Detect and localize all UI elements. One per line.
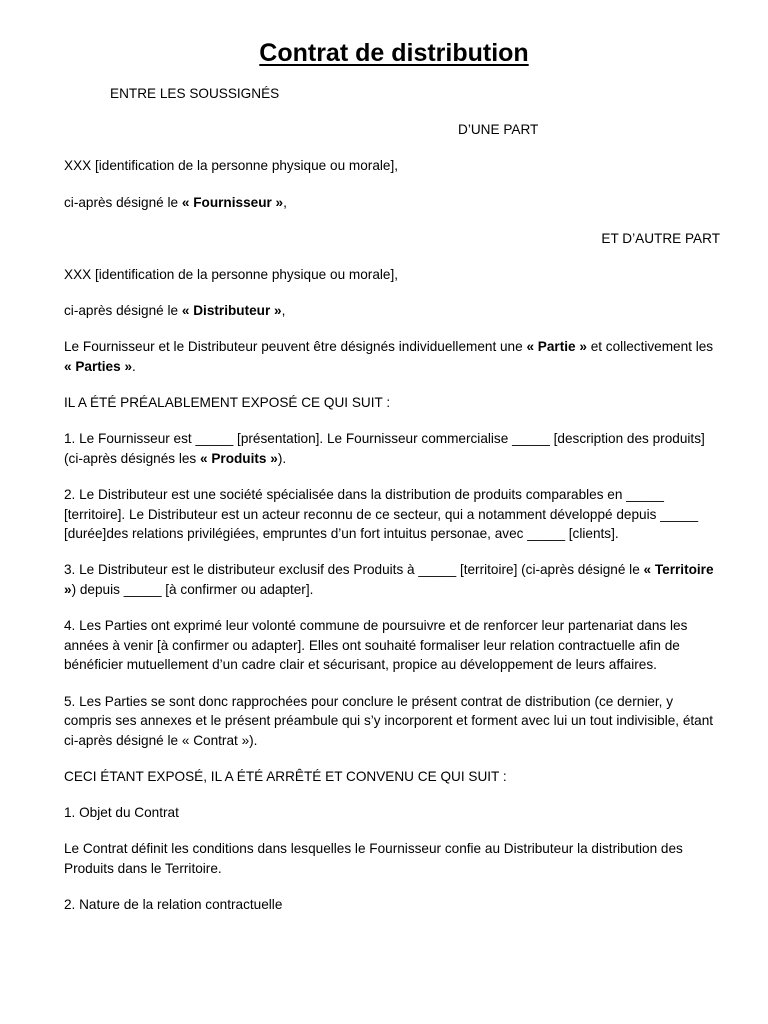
party1-designation-post: , — [283, 194, 287, 210]
parties-definition — [64, 337, 724, 376]
preamble-paragraph-1 — [64, 429, 724, 468]
parties-definition-t3: . — [132, 358, 136, 374]
parties-definition-b1: « Partie » — [526, 339, 587, 355]
party1-designation — [64, 193, 724, 213]
document-title: Contrat de distribution — [259, 39, 529, 67]
document-page — [64, 36, 724, 931]
preamble-p1-b1: « Produits » — [200, 450, 278, 466]
parties-definition-t1: Le Fournisseur et le Distributeur peuvent être désignés individuellement une — [64, 339, 527, 355]
party2-designation — [64, 301, 724, 321]
agreed-heading: CECI ÉTANT EXPOSÉ, IL A ÉTÉ ARRÊTÉ ET CONVENU CE QUI SUIT : — [64, 768, 507, 784]
party1-designation-pre: ci-après désigné le — [64, 194, 182, 210]
preamble-paragraph-2: 2. Le Distributeur est une société spécialisée dans la distribution de produits comparables en _____ [territoire]. Le Distributeur est un acteur reconnu de ce secteur, qui a notamment développé depuis _____ [durée]des relations privilégiées, empruntes d’un fort intuitus personae, avec _____ [clients]. — [64, 487, 699, 542]
article-1-heading: 1. Objet du Contrat — [64, 805, 179, 821]
preamble-p3-b1: « Territoire » — [64, 562, 714, 598]
second-part-label: ET D’AUTRE PART — [601, 230, 720, 246]
parties-definition-b2: « Parties » — [64, 358, 133, 374]
first-part-label: D’UNE PART — [458, 122, 539, 138]
party1-designation-term: « Fournisseur » — [181, 194, 284, 210]
between-label: ENTRE LES SOUSSIGNÉS — [110, 86, 280, 101]
article-2-heading: 2. Nature de la relation contractuelle — [64, 897, 283, 913]
party2-designation-term: « Distributeur » — [181, 303, 282, 319]
preamble-paragraph-4: 4. Les Parties ont exprimé leur volonté commune de poursuivre et de renforcer leur partenariat dans les années à venir [à confirmer ou adapter]. Elles ont souhaité formaliser leur relation contractuelle afin de bénéficier mutuellement d’un cadre clair et sécurisant, propice au développement de leurs affaires. — [64, 618, 688, 673]
preamble-heading: IL A ÉTÉ PRÉALABLEMENT EXPOSÉ CE QUI SUIT : — [64, 395, 391, 411]
preamble-paragraph-3 — [64, 560, 724, 599]
preamble-paragraph-5: 5. Les Parties se sont donc rapprochées pour conclure le présent contrat de distribution (ce dernier, y compris ses annexes et le présent préambule qui s’y incorporent et forment avec lui un tout indivisible, étant ci-après désigné le « Contrat »). — [64, 693, 714, 748]
party1-identification: XXX [identification de la personne physique ou morale], — [64, 158, 399, 174]
party2-designation-pre: ci-après désigné le — [64, 303, 182, 319]
parties-definition-t2: et collectivement les — [586, 339, 714, 355]
party2-designation-post: , — [281, 303, 286, 319]
article-1-text: Le Contrat définit les conditions dans lesquelles le Fournisseur confie au Distributeur la distribution des Produits dans le Territoire. — [64, 841, 683, 876]
preamble-p3-t1: 3. Le Distributeur est le distributeur exclusif des Produits à _____ [territoire] (ci-après désigné le — [64, 562, 644, 578]
preamble-p1-t1: 1. Le Fournisseur est _____ [présentation]. Le Fournisseur commercialise _____ [description des produits] (ci-après désignés les — [64, 431, 705, 466]
party2-identification: XXX [identification de la personne physique ou morale], — [64, 266, 399, 282]
preamble-p1-t2: ). — [277, 450, 287, 466]
preamble-p3-t2: ) depuis _____ [à confirmer ou adapter]. — [71, 582, 314, 598]
